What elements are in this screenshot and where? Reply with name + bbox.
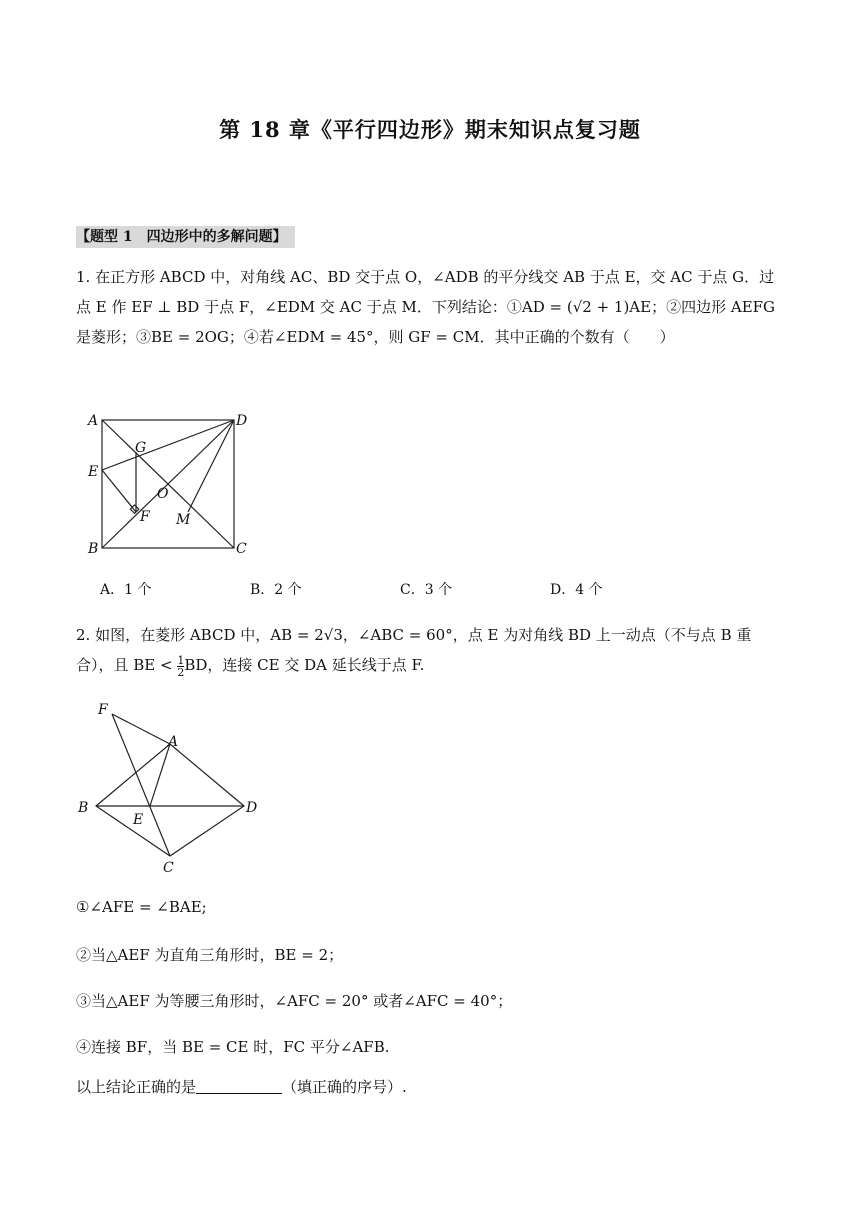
conclusion-text-b: （填正确的序号）. — [282, 1078, 407, 1096]
question-1-text: 1. 在正方形 ABCD 中，对角线 AC、BD 交于点 O，∠ADB 的平分线交 AB 于点 E，交 AC 于点 G．过点 E 作 EF ⊥ BD 于点 F，∠EDM 交 AC 于点 M．下列结论：①AD = (√2 + 1)AE；②四边形 AEFG 是菱形；③BE = 2OG；④若∠EDM = 45°，则 GF = CM．其中正确的个数有（ ） — [76, 268, 776, 346]
statement-1: ①∠AFE = ∠BAE; — [76, 898, 207, 916]
label-F: F — [140, 509, 150, 525]
square-figure — [84, 408, 254, 558]
question-2-text-b: BD，连接 CE 交 DA 延长线于点 F. — [184, 656, 425, 674]
option-c[interactable]: C．3 个 — [400, 582, 453, 598]
label-E: E — [88, 464, 99, 480]
label-C: C — [236, 541, 247, 557]
fraction-numerator: 1 — [177, 653, 185, 667]
question-2-text — [76, 620, 786, 680]
conclusion-line — [76, 1076, 407, 1097]
question-1-options — [100, 579, 700, 599]
option-d[interactable]: D．4 个 — [550, 582, 603, 598]
label-B: B — [88, 541, 99, 557]
label-D: D — [246, 800, 258, 816]
label-G: G — [135, 440, 147, 456]
statement-2: ②当△AEF 为直角三角形时，BE = 2； — [76, 946, 344, 964]
label-O: O — [157, 486, 169, 502]
label-B: B — [78, 800, 89, 816]
label-D: D — [236, 413, 248, 429]
label-A: A — [88, 413, 99, 429]
answer-blank[interactable] — [196, 1079, 282, 1094]
rhombus-figure — [70, 700, 270, 880]
option-b[interactable]: B．2 个 — [250, 582, 302, 598]
section-header: 【题型 1 四边形中的多解问题】 — [76, 226, 295, 248]
label-M: M — [176, 512, 191, 528]
statement-3: ③当△AEF 为等腰三角形时，∠AFC = 20° 或者∠AFC = 40°； — [76, 992, 513, 1010]
page-title: 第 18 章《平行四边形》期末知识点复习题 — [219, 117, 641, 142]
label-C: C — [163, 860, 174, 876]
fraction-denominator: 2 — [177, 665, 185, 679]
statement-4: ④连接 BF，当 BE = CE 时，FC 平分∠AFB. — [76, 1038, 390, 1056]
label-F: F — [98, 702, 108, 718]
conclusion-text-a: 以上结论正确的是 — [76, 1078, 197, 1096]
question-2-text-a: 2. 如图，在菱形 ABCD 中，AB = 2√3，∠ABC = 60°，点 E 为对角线 BD 上一动点（不与点 B 重合），且 BE < — [76, 626, 752, 674]
label-A: A — [168, 734, 179, 750]
label-E: E — [133, 812, 144, 828]
option-a[interactable]: A．1 个 — [100, 582, 152, 598]
